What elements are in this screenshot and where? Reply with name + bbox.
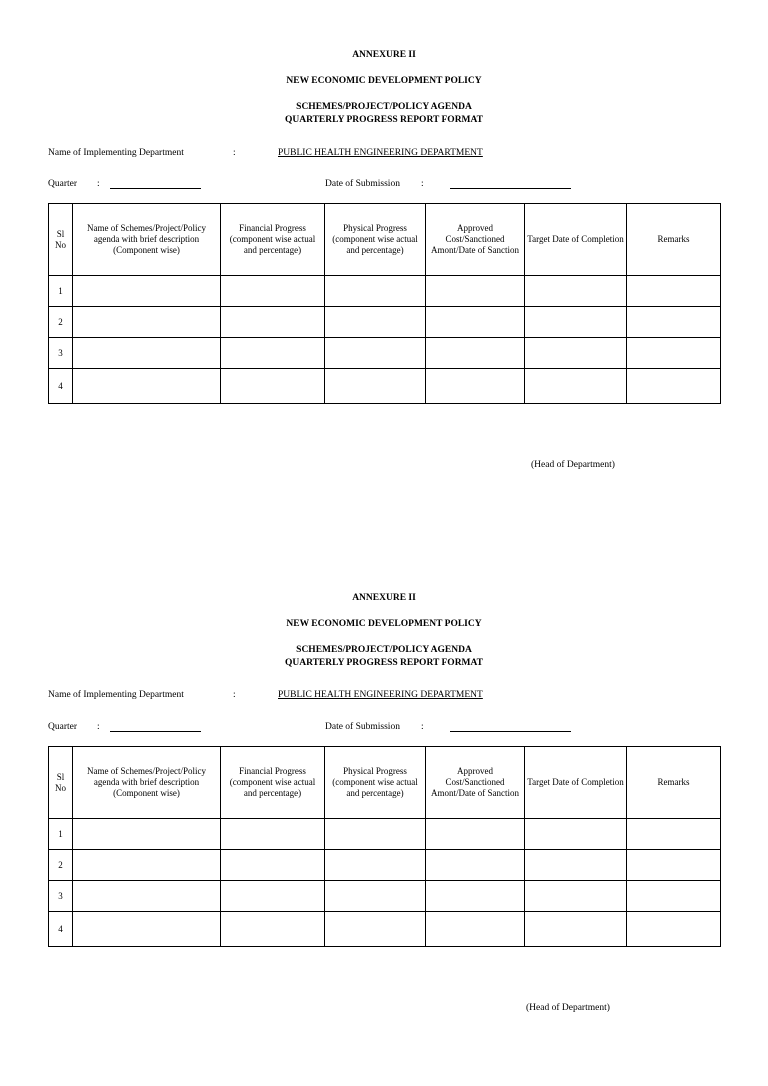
- dept-value: PUBLIC HEALTH ENGINEERING DEPARTMENT: [278, 148, 483, 158]
- table-row: [49, 912, 721, 947]
- report-form-2: [0, 543, 768, 1086]
- table-cell[interactable]: [627, 276, 721, 307]
- table-cell[interactable]: [426, 819, 525, 850]
- table-cell[interactable]: [525, 881, 627, 912]
- table-cell[interactable]: [426, 881, 525, 912]
- col-remarks: Remarks: [627, 747, 721, 819]
- submission-colon: :: [421, 179, 424, 189]
- row-number: 2: [49, 850, 73, 881]
- table-cell[interactable]: [221, 307, 325, 338]
- table-row: [49, 881, 721, 912]
- table-cell[interactable]: [73, 369, 221, 404]
- table-row: [49, 819, 721, 850]
- table-cell[interactable]: [73, 819, 221, 850]
- table-cell[interactable]: [426, 369, 525, 404]
- table-cell[interactable]: [627, 819, 721, 850]
- dept-label: Name of Implementing Department: [48, 690, 184, 700]
- policy-title: NEW ECONOMIC DEVELOPMENT POLICY: [286, 619, 482, 629]
- table-row: [49, 369, 721, 404]
- col-physical-progress: Physical Progress (component wise actual and percentage): [325, 204, 426, 276]
- dept-value: PUBLIC HEALTH ENGINEERING DEPARTMENT: [278, 690, 483, 700]
- table-cell[interactable]: [426, 338, 525, 369]
- progress-table: [48, 203, 721, 404]
- table-cell[interactable]: [426, 307, 525, 338]
- row-number: 3: [49, 338, 73, 369]
- table-cell[interactable]: [627, 881, 721, 912]
- col-target-date: Target Date of Completion: [525, 204, 627, 276]
- row-number: 4: [49, 912, 73, 947]
- row-number: 1: [49, 276, 73, 307]
- table-cell[interactable]: [221, 850, 325, 881]
- table-row: [49, 276, 721, 307]
- table-cell[interactable]: [627, 912, 721, 947]
- table-cell[interactable]: [426, 912, 525, 947]
- table-cell[interactable]: [221, 338, 325, 369]
- table-cell[interactable]: [325, 912, 426, 947]
- table-cell[interactable]: [325, 276, 426, 307]
- quarter-colon: :: [97, 722, 100, 732]
- table-row: [49, 850, 721, 881]
- submission-label: Date of Submission: [325, 179, 400, 189]
- row-number: 1: [49, 819, 73, 850]
- col-scheme-name: Name of Schemes/Project/Policy agenda with brief description (Component wise): [73, 204, 221, 276]
- report-format-title: QUARTERLY PROGRESS REPORT FORMAT: [284, 658, 484, 668]
- table-cell[interactable]: [426, 276, 525, 307]
- quarter-blank-line[interactable]: [110, 188, 201, 189]
- dept-colon: :: [233, 690, 236, 700]
- submission-blank-line[interactable]: [450, 188, 571, 189]
- table-header-row: [49, 747, 721, 819]
- table-cell[interactable]: [525, 307, 627, 338]
- row-number: 3: [49, 881, 73, 912]
- submission-blank-line[interactable]: [450, 731, 571, 732]
- quarter-colon: :: [97, 179, 100, 189]
- col-approved-cost: Approved Cost/Sanctioned Amont/Date of Sanction: [426, 204, 525, 276]
- agenda-title: SCHEMES/PROJECT/POLICY AGENDA: [296, 645, 472, 655]
- table-cell[interactable]: [325, 850, 426, 881]
- annexure-title: ANNEXURE II: [352, 593, 416, 603]
- col-scheme-name: Name of Schemes/Project/Policy agenda with brief description (Component wise): [73, 747, 221, 819]
- table-row: [49, 338, 721, 369]
- table-cell[interactable]: [525, 369, 627, 404]
- table-cell[interactable]: [325, 819, 426, 850]
- table-cell[interactable]: [221, 369, 325, 404]
- table-cell[interactable]: [627, 307, 721, 338]
- col-financial-progress: Financial Progress (component wise actual and percentage): [221, 747, 325, 819]
- submission-label: Date of Submission: [325, 722, 400, 732]
- col-approved-cost: Approved Cost/Sanctioned Amont/Date of Sanction: [426, 747, 525, 819]
- table-cell[interactable]: [73, 912, 221, 947]
- table-cell[interactable]: [627, 850, 721, 881]
- table-cell[interactable]: [325, 369, 426, 404]
- table-cell[interactable]: [73, 276, 221, 307]
- quarter-label: Quarter: [48, 722, 78, 732]
- table-cell[interactable]: [525, 338, 627, 369]
- table-cell[interactable]: [73, 850, 221, 881]
- quarter-blank-line[interactable]: [110, 731, 201, 732]
- col-sl-no: Sl No: [49, 204, 73, 276]
- col-remarks: Remarks: [627, 204, 721, 276]
- policy-title: NEW ECONOMIC DEVELOPMENT POLICY: [286, 76, 482, 86]
- table-cell[interactable]: [221, 819, 325, 850]
- dept-label: Name of Implementing Department: [48, 148, 184, 158]
- table-header-row: [49, 204, 721, 276]
- dept-colon: :: [233, 148, 236, 158]
- row-number: 4: [49, 369, 73, 404]
- submission-colon: :: [421, 722, 424, 732]
- col-financial-progress: Financial Progress (component wise actual and percentage): [221, 204, 325, 276]
- table-cell[interactable]: [627, 369, 721, 404]
- agenda-title: SCHEMES/PROJECT/POLICY AGENDA: [296, 102, 472, 112]
- table-cell[interactable]: [525, 819, 627, 850]
- table-cell[interactable]: [525, 276, 627, 307]
- head-of-department-signature: (Head of Department): [526, 1003, 610, 1013]
- row-number: 2: [49, 307, 73, 338]
- head-of-department-signature: (Head of Department): [531, 460, 615, 470]
- annexure-title: ANNEXURE II: [352, 50, 416, 60]
- col-sl-no: Sl No: [49, 747, 73, 819]
- table-cell[interactable]: [525, 850, 627, 881]
- table-cell[interactable]: [627, 338, 721, 369]
- col-physical-progress: Physical Progress (component wise actual and percentage): [325, 747, 426, 819]
- progress-table: [48, 746, 721, 947]
- table-cell[interactable]: [221, 912, 325, 947]
- col-target-date: Target Date of Completion: [525, 747, 627, 819]
- table-cell[interactable]: [73, 881, 221, 912]
- table-cell[interactable]: [525, 912, 627, 947]
- table-cell[interactable]: [73, 307, 221, 338]
- quarter-label: Quarter: [48, 179, 78, 189]
- table-cell[interactable]: [221, 881, 325, 912]
- table-cell[interactable]: [325, 307, 426, 338]
- table-cell[interactable]: [325, 338, 426, 369]
- table-cell[interactable]: [73, 338, 221, 369]
- report-format-title: QUARTERLY PROGRESS REPORT FORMAT: [284, 115, 484, 125]
- table-row: [49, 307, 721, 338]
- table-cell[interactable]: [221, 276, 325, 307]
- table-cell[interactable]: [325, 881, 426, 912]
- table-cell[interactable]: [426, 850, 525, 881]
